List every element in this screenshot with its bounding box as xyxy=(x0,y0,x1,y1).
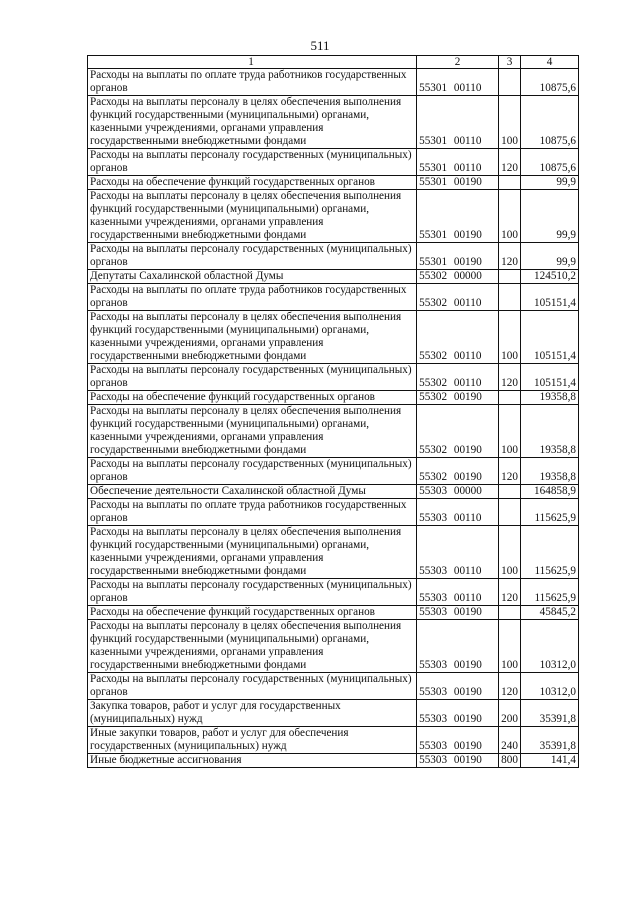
table-row xyxy=(88,284,579,311)
row-name-cell: Иные бюджетные ассигнования xyxy=(88,754,417,768)
row-code-cell: 55301 00190 xyxy=(417,190,499,243)
row-code-cell: 55303 00190 xyxy=(417,606,499,620)
row-name-cell: Расходы на выплаты персоналу в целях обеспечения выполнения функций государственными (муниципальными) органами, казенными учреждениями, органами управления государственными внебюджетными фондами xyxy=(88,620,417,673)
row-vr-cell: 120 xyxy=(499,149,521,176)
row-amount-cell: 10312,0 xyxy=(521,620,579,673)
row-vr-cell: 100 xyxy=(499,190,521,243)
row-name-cell: Иные закупки товаров, работ и услуг для обеспечения государственных (муниципальных) нужд xyxy=(88,727,417,754)
row-amount-cell: 19358,8 xyxy=(521,405,579,458)
row-name-cell: Расходы на выплаты персоналу государственных (муниципальных) органов xyxy=(88,579,417,606)
row-amount-cell: 19358,8 xyxy=(521,391,579,405)
row-name-cell: Расходы на выплаты персоналу в целях обеспечения выполнения функций государственными (муниципальными) органами, казенными учреждениями, органами управления государственными внебюджетными фондами xyxy=(88,190,417,243)
row-name-cell: Расходы на выплаты персоналу государственных (муниципальных) органов xyxy=(88,243,417,270)
column-header: 2 xyxy=(417,56,499,69)
row-code-cell: 55302 00190 xyxy=(417,405,499,458)
row-code-cell: 55303 00110 xyxy=(417,526,499,579)
table-body xyxy=(88,69,579,768)
row-amount-cell: 99,9 xyxy=(521,243,579,270)
row-code-cell: 55301 00110 xyxy=(417,69,499,96)
row-name-cell: Расходы на выплаты персоналу в целях обеспечения выполнения функций государственными (муниципальными) органами, казенными учреждениями, органами управления государственными внебюджетными фондами xyxy=(88,526,417,579)
row-code-cell: 55301 00190 xyxy=(417,243,499,270)
row-vr-cell xyxy=(499,176,521,190)
table-row xyxy=(88,458,579,485)
row-code-cell: 55302 00110 xyxy=(417,284,499,311)
table-row xyxy=(88,364,579,391)
row-vr-cell: 120 xyxy=(499,243,521,270)
row-amount-cell: 19358,8 xyxy=(521,458,579,485)
table-row xyxy=(88,69,579,96)
row-name-cell: Расходы на выплаты по оплате труда работников государственных органов xyxy=(88,499,417,526)
table-row xyxy=(88,700,579,727)
row-vr-cell: 100 xyxy=(499,311,521,364)
row-amount-cell: 124510,2 xyxy=(521,270,579,284)
row-vr-cell xyxy=(499,69,521,96)
row-code-cell: 55302 00000 xyxy=(417,270,499,284)
table-row xyxy=(88,526,579,579)
row-amount-cell: 115625,9 xyxy=(521,526,579,579)
row-name-cell: Расходы на обеспечение функций государственных органов xyxy=(88,606,417,620)
row-amount-cell: 105151,4 xyxy=(521,364,579,391)
row-amount-cell: 99,9 xyxy=(521,190,579,243)
row-code-cell: 55301 00110 xyxy=(417,149,499,176)
table-row xyxy=(88,727,579,754)
row-vr-cell: 240 xyxy=(499,727,521,754)
row-name-cell: Расходы на выплаты персоналу государственных (муниципальных) органов xyxy=(88,458,417,485)
column-header: 1 xyxy=(88,56,417,69)
row-name-cell: Расходы на выплаты персоналу государственных (муниципальных) органов xyxy=(88,673,417,700)
row-vr-cell: 120 xyxy=(499,364,521,391)
table-row xyxy=(88,243,579,270)
row-vr-cell: 200 xyxy=(499,700,521,727)
row-vr-cell: 100 xyxy=(499,96,521,149)
table-row xyxy=(88,311,579,364)
row-code-cell: 55303 00110 xyxy=(417,499,499,526)
row-vr-cell: 100 xyxy=(499,405,521,458)
row-code-cell: 55301 00190 xyxy=(417,176,499,190)
row-code-cell: 55303 00190 xyxy=(417,754,499,768)
row-code-cell: 55302 00190 xyxy=(417,458,499,485)
row-name-cell: Расходы на выплаты по оплате труда работников государственных органов xyxy=(88,284,417,311)
row-name-cell: Расходы на выплаты персоналу в целях обеспечения выполнения функций государственными (муниципальными) органами, казенными учреждениями, органами управления государственными внебюджетными фондами xyxy=(88,311,417,364)
row-name-cell: Расходы на выплаты персоналу государственных (муниципальных) органов xyxy=(88,149,417,176)
row-name-cell: Расходы на обеспечение функций государственных органов xyxy=(88,391,417,405)
row-name-cell: Расходы на выплаты персоналу в целях обеспечения выполнения функций государственными (муниципальными) органами, казенными учреждениями, органами управления государственными внебюджетными фондами xyxy=(88,96,417,149)
row-vr-cell: 120 xyxy=(499,673,521,700)
row-amount-cell: 115625,9 xyxy=(521,579,579,606)
page-number: 511 xyxy=(310,38,330,53)
row-code-cell: 55302 00190 xyxy=(417,391,499,405)
row-name-cell: Расходы на выплаты по оплате труда работников государственных органов xyxy=(88,69,417,96)
row-amount-cell: 105151,4 xyxy=(521,311,579,364)
row-code-cell: 55303 00190 xyxy=(417,620,499,673)
table-row xyxy=(88,149,579,176)
row-code-cell: 55303 00110 xyxy=(417,579,499,606)
row-amount-cell: 10875,6 xyxy=(521,149,579,176)
row-vr-cell: 100 xyxy=(499,526,521,579)
row-code-cell: 55303 00190 xyxy=(417,700,499,727)
row-code-cell: 55303 00000 xyxy=(417,485,499,499)
column-header: 4 xyxy=(521,56,579,69)
row-code-cell: 55301 00110 xyxy=(417,96,499,149)
row-amount-cell: 115625,9 xyxy=(521,499,579,526)
row-amount-cell: 35391,8 xyxy=(521,700,579,727)
row-name-cell: Расходы на обеспечение функций государственных органов xyxy=(88,176,417,190)
row-vr-cell xyxy=(499,270,521,284)
table-row xyxy=(88,391,579,405)
row-vr-cell: 120 xyxy=(499,579,521,606)
row-amount-cell: 164858,9 xyxy=(521,485,579,499)
row-amount-cell: 10312,0 xyxy=(521,673,579,700)
row-name-cell: Обеспечение деятельности Сахалинской областной Думы xyxy=(88,485,417,499)
budget-table xyxy=(87,55,579,768)
row-amount-cell: 35391,8 xyxy=(521,727,579,754)
table-row xyxy=(88,579,579,606)
row-vr-cell: 800 xyxy=(499,754,521,768)
row-vr-cell xyxy=(499,606,521,620)
row-vr-cell xyxy=(499,391,521,405)
column-header: 3 xyxy=(499,56,521,69)
table-row xyxy=(88,606,579,620)
row-amount-cell: 10875,6 xyxy=(521,96,579,149)
row-code-cell: 55302 00110 xyxy=(417,364,499,391)
row-vr-cell xyxy=(499,499,521,526)
row-name-cell: Закупка товаров, работ и услуг для государственных (муниципальных) нужд xyxy=(88,700,417,727)
row-vr-cell xyxy=(499,485,521,499)
row-amount-cell: 45845,2 xyxy=(521,606,579,620)
table-row xyxy=(88,485,579,499)
table-row xyxy=(88,754,579,768)
table-row xyxy=(88,96,579,149)
row-name-cell: Расходы на выплаты персоналу в целях обеспечения выполнения функций государственными (муниципальными) органами, казенными учреждениями, органами управления государственными внебюджетными фондами xyxy=(88,405,417,458)
row-vr-cell: 120 xyxy=(499,458,521,485)
row-vr-cell: 100 xyxy=(499,620,521,673)
row-code-cell: 55302 00110 xyxy=(417,311,499,364)
table-row xyxy=(88,176,579,190)
row-name-cell: Расходы на выплаты персоналу государственных (муниципальных) органов xyxy=(88,364,417,391)
row-name-cell: Депутаты Сахалинской областной Думы xyxy=(88,270,417,284)
table-row xyxy=(88,190,579,243)
table-row xyxy=(88,620,579,673)
table-row xyxy=(88,673,579,700)
row-amount-cell: 141,4 xyxy=(521,754,579,768)
table-row xyxy=(88,405,579,458)
table-header-row xyxy=(88,56,579,69)
row-amount-cell: 105151,4 xyxy=(521,284,579,311)
row-amount-cell: 10875,6 xyxy=(521,69,579,96)
table-row xyxy=(88,270,579,284)
row-code-cell: 55303 00190 xyxy=(417,727,499,754)
row-amount-cell: 99,9 xyxy=(521,176,579,190)
row-vr-cell xyxy=(499,284,521,311)
table-row xyxy=(88,499,579,526)
row-code-cell: 55303 00190 xyxy=(417,673,499,700)
